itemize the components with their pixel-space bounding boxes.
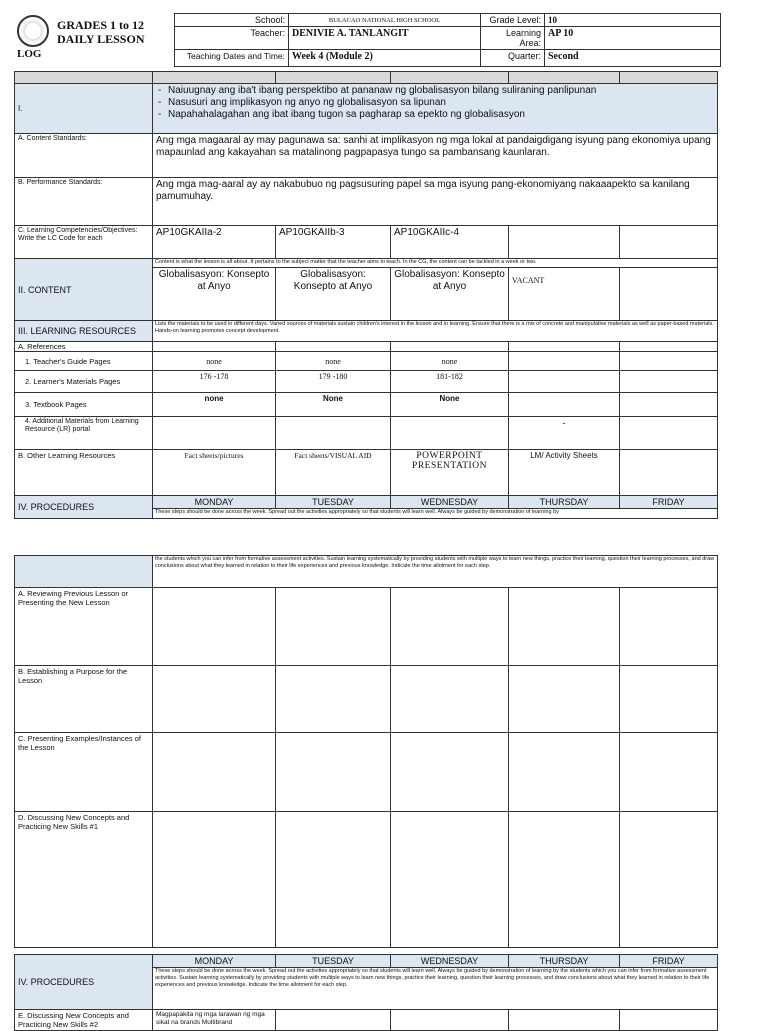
proc-b-label: B. Establishing a Purpose for the Lesson [15,666,153,733]
other-value: Fact sheets/pictures [153,450,276,496]
references-label: A. References [15,342,153,352]
procedures-label-2: IV. PROCEDURES [15,955,153,1010]
tg-value [509,352,620,371]
quarter-value: Second [545,50,721,67]
day-header: TUESDAY [276,955,391,968]
tb-value [509,393,620,417]
title-line1: GRADES 1 to 12 [57,18,145,32]
dates-label: Teaching Dates and Time: [175,50,289,67]
proc-e-monday: Magpapakita ng mga larawan ng mga sikat na brands Multibrand [153,1010,276,1031]
day-header: FRIDAY [620,955,718,968]
tg-value: none [391,352,509,371]
lc-code: AP10GKAIIc-4 [391,226,509,259]
tg-label: 1. Teacher's Guide Pages [15,352,153,371]
content-day: Globalisasyon: Konsepto at Anyo [153,268,276,321]
resources-note: Lists the materials to be used in different days. Varied sources of materials sustain children's interest in the lesson and in learning. Ensure that there is a mix of concrete and manipulative materials as well as paper-based materials. Hands-on learning promotes concept development. [153,321,718,342]
objectives-label: I. [15,84,153,134]
lm-value: 176 -178 [153,371,276,393]
day-header: WEDNESDAY [391,496,509,509]
school-value: BULACAO NATIONAL HIGH SCHOOL [289,14,481,27]
lesson-table-page2 [14,555,718,948]
title-line2: DAILY LESSON [57,32,145,46]
content-day [620,268,718,321]
tb-value: none [153,393,276,417]
content-day: VACANT [509,268,620,321]
other-value: POWERPOINT PRESENTATION [391,450,509,496]
lesson-table-page3 [14,954,718,1031]
objective-item: - Nasusuri ang implikasyon ng anyo ng globalisasyon sa lipunan [156,97,714,109]
lc-code: AP10GKAIIb-3 [276,226,391,259]
day-header: MONDAY [153,496,276,509]
content-day: Globalisasyon: Konsepto at Anyo [391,268,509,321]
header-table [174,13,721,67]
procedures-note: These steps should be done across the week. Spread out the activities appropriately so that students will learn well. Always be guided by demonstration of learning by [153,509,718,519]
day-header: THURSDAY [509,496,620,509]
content-standards-label: A. Content Standards: [15,134,153,178]
quarter-label: Quarter: [481,50,545,67]
am-value [153,417,276,450]
am-value: - [509,417,620,450]
competencies-label: C. Learning Competencies/Objectives: Write the LC Code for each [15,226,153,259]
am-value [276,417,391,450]
grade-label: Grade Level: [481,14,545,27]
other-value: LM/ Activity Sheets [509,450,620,496]
tg-value: none [153,352,276,371]
proc-e-label: E. Discussing New Concepts and Practicing New Skills #2 [15,1010,153,1031]
tg-value [620,352,718,371]
other-label: B. Other Learning Resources [15,450,153,496]
objectives-list [153,84,718,134]
tg-value: none [276,352,391,371]
content-label: II. CONTENT [15,259,153,321]
dates-value: Week 4 (Module 2) [289,50,481,67]
lm-value [509,371,620,393]
proc-c-label: C. Presenting Examples/Instances of the Lesson [15,733,153,812]
lm-value: 179 -180 [276,371,391,393]
procedures-note-full: These steps should be done across the week. Spread out the activities appropriately so that students will learn well. Always be guided by demonstration of learning by the students which you can infer from formative assessment activities. Sustain learning systematically by providing students with multiple ways to learn new things, practice their learning, question their learning processes, and draw conclusions about what they learned in relation to their life experiences and previous knowledge. Indicate the time allotment for each step. [153,968,718,1010]
am-value [620,417,718,450]
proc-d-label: D. Discussing New Concepts and Practicing New Skills #1 [15,812,153,948]
objective-item: - Naiuugnay ang iba't ibang perspektibo at pananaw ng globalisasyon bilang suliraning panlipunan [156,85,714,97]
deped-seal-icon [17,15,49,47]
tb-value: None [391,393,509,417]
other-value [620,450,718,496]
lc-code [509,226,620,259]
area-value: AP 10 [545,27,721,50]
dll-title [57,18,144,46]
lm-value: 181-182 [391,371,509,393]
procedures-label: IV. PROCEDURES [15,496,153,519]
title-line3: LOG [17,48,42,60]
lc-code [620,226,718,259]
lc-code: AP10GKAIIa-2 [153,226,276,259]
tb-label: 3. Textbook Pages [15,393,153,417]
objective-item: - Napahahalagahan ang ibat ibang tugon sa pagharap sa epekto ng globalisasyon [156,109,714,121]
content-day: Globalisasyon: Konsepto at Anyo [276,268,391,321]
procedures-note-cont: the students which you can infer from formative assessment activities. Sustain learning systematically by providing students with multiple ways to learn new things, practice their learning, question their learning processes, and draw conclusions about what they learned in relation to their life experiences and previous knowledge. Indicate the time allotment for each step. [153,556,718,588]
day-header: THURSDAY [509,955,620,968]
day-header: WEDNESDAY [391,955,509,968]
resources-label: III. LEARNING RESOURCES [15,321,153,342]
teacher-value: DENIVIE A. TANLANGIT [289,27,481,50]
tb-value: None [276,393,391,417]
lm-label: 2. Learner's Materials Pages [15,371,153,393]
other-value: Fact sheets/VISUAL AID [276,450,391,496]
am-label: 4. Additional Materials from Learning Resource (LR) portal [15,417,153,450]
tb-value [620,393,718,417]
teacher-label: Teacher: [175,27,289,50]
day-header: TUESDAY [276,496,391,509]
school-label: School: [175,14,289,27]
proc-a-label: A. Reviewing Previous Lesson or Presenting the New Lesson [15,588,153,666]
grade-value: 10 [545,14,721,27]
performance-standards-value: Ang mga mag-aaral ay ay nakabubuo ng pagsusuring papel sa mga isyung pang-ekonomiyang nakaaapekto sa kanilang pamumuhay. [153,178,718,226]
lesson-table-page1 [14,71,718,519]
day-header: FRIDAY [620,496,718,509]
content-note: Content is what the lesson is all about. It pertains to the subject matter that the teacher aims to teach. In the CG, the content can be tackled in a week or two. [153,259,718,268]
lm-value [620,371,718,393]
day-header: MONDAY [153,955,276,968]
area-label: Learning Area: [481,27,545,50]
performance-standards-label: B. Performance Standards: [15,178,153,226]
am-value [391,417,509,450]
content-standards-value: Ang mga magaaral ay may pagunawa sa: sanhi at implikasyon ng mga lokal at pandaigdigang isyung pang ekonomiya upang mapaunlad ang kakayahan sa matalinong pagpapasya tungo sa pambansang kaunlaran. [153,134,718,178]
